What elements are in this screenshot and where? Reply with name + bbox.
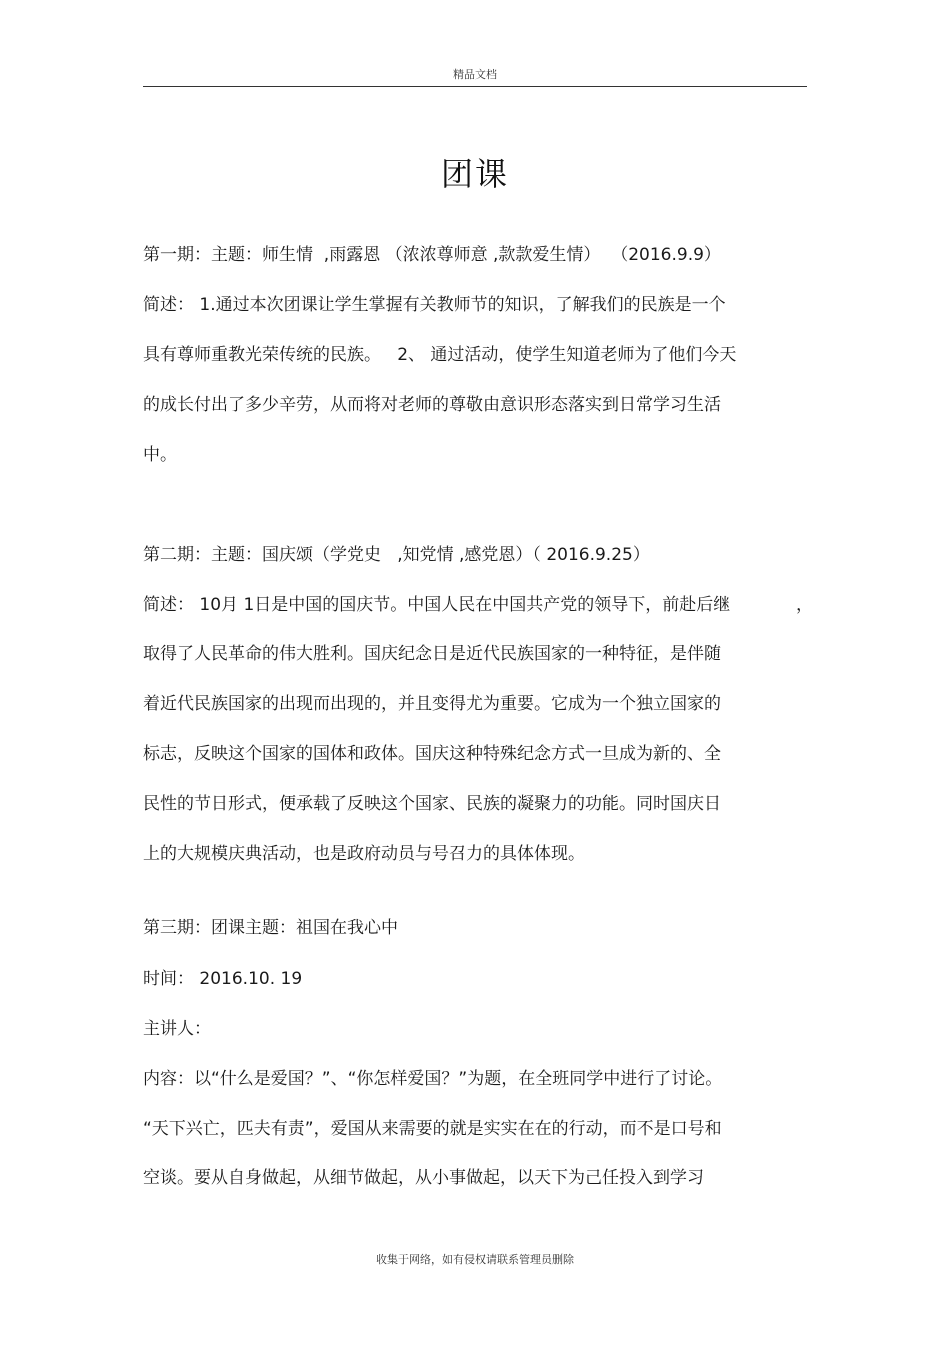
section2-line: 上的大规模庆典活动，也是政府动员与号召力的具体体现。	[143, 844, 585, 864]
section3-time: 时间： 2016.10. 19	[143, 969, 303, 989]
section2-line: 民性的节日形式，便承载了反映这个国家、民族的凝聚力的功能。同时国庆日	[143, 794, 721, 814]
section1-line: 的成长付出了多少辛劳，从而将对老师的尊敬由意识形态落实到日常学习生活	[143, 395, 721, 415]
section2-heading: 第二期：主题：国庆颂（学党史 ,知党情 ,感党恩）（ 2016.9.25）	[143, 545, 650, 565]
section1-line: 具有尊师重教光荣传统的民族。 2、 通过活动，使学生知道老师为了他们今天	[143, 345, 737, 365]
page-footer: 收集于网络，如有侵权请联系管理员删除	[376, 1253, 574, 1266]
section3-line: 空谈。要从自身做起，从细节做起，从小事做起，以天下为己任投入到学习	[143, 1168, 704, 1188]
header-rule	[143, 86, 807, 87]
page-header: 精品文档	[453, 68, 497, 81]
section1-heading: 第一期：主题：师生情 ,雨露恩 （浓浓尊师意 ,款款爱生情） （2016.9.9）	[143, 245, 721, 265]
section3-speaker: 主讲人：	[143, 1019, 211, 1039]
section1-line: 中。	[143, 445, 177, 465]
section3-line: “天下兴亡，匹夫有责”，爱国从来需要的就是实实在在的行动，而不是口号和	[143, 1119, 722, 1139]
document-title: 团课	[440, 155, 509, 193]
section3-heading: 第三期：团课主题：祖国在我心中	[143, 918, 398, 938]
section2-line: 标志，反映这个国家的国体和政体。国庆这种特殊纪念方式一旦成为新的、全	[143, 744, 721, 764]
section2-line: 着近代民族国家的出现而出现的，并且变得尤为重要。它成为一个独立国家的	[143, 694, 721, 714]
section2-trailing-comma: ，	[796, 595, 813, 615]
section1-line: 简述： 1.通过本次团课让学生掌握有关教师节的知识，了解我们的民族是一个	[143, 295, 726, 315]
section2-line: 取得了人民革命的伟大胜利。国庆纪念日是近代民族国家的一种特征，是伴随	[143, 644, 721, 664]
section2-line: 简述： 10月 1日是中国的国庆节。中国人民在中国共产党的领导下，前赴后继	[143, 595, 731, 615]
section3-line: 内容：以“什么是爱国？”、“你怎样爱国？”为题，在全班同学中进行了讨论。	[143, 1069, 723, 1089]
